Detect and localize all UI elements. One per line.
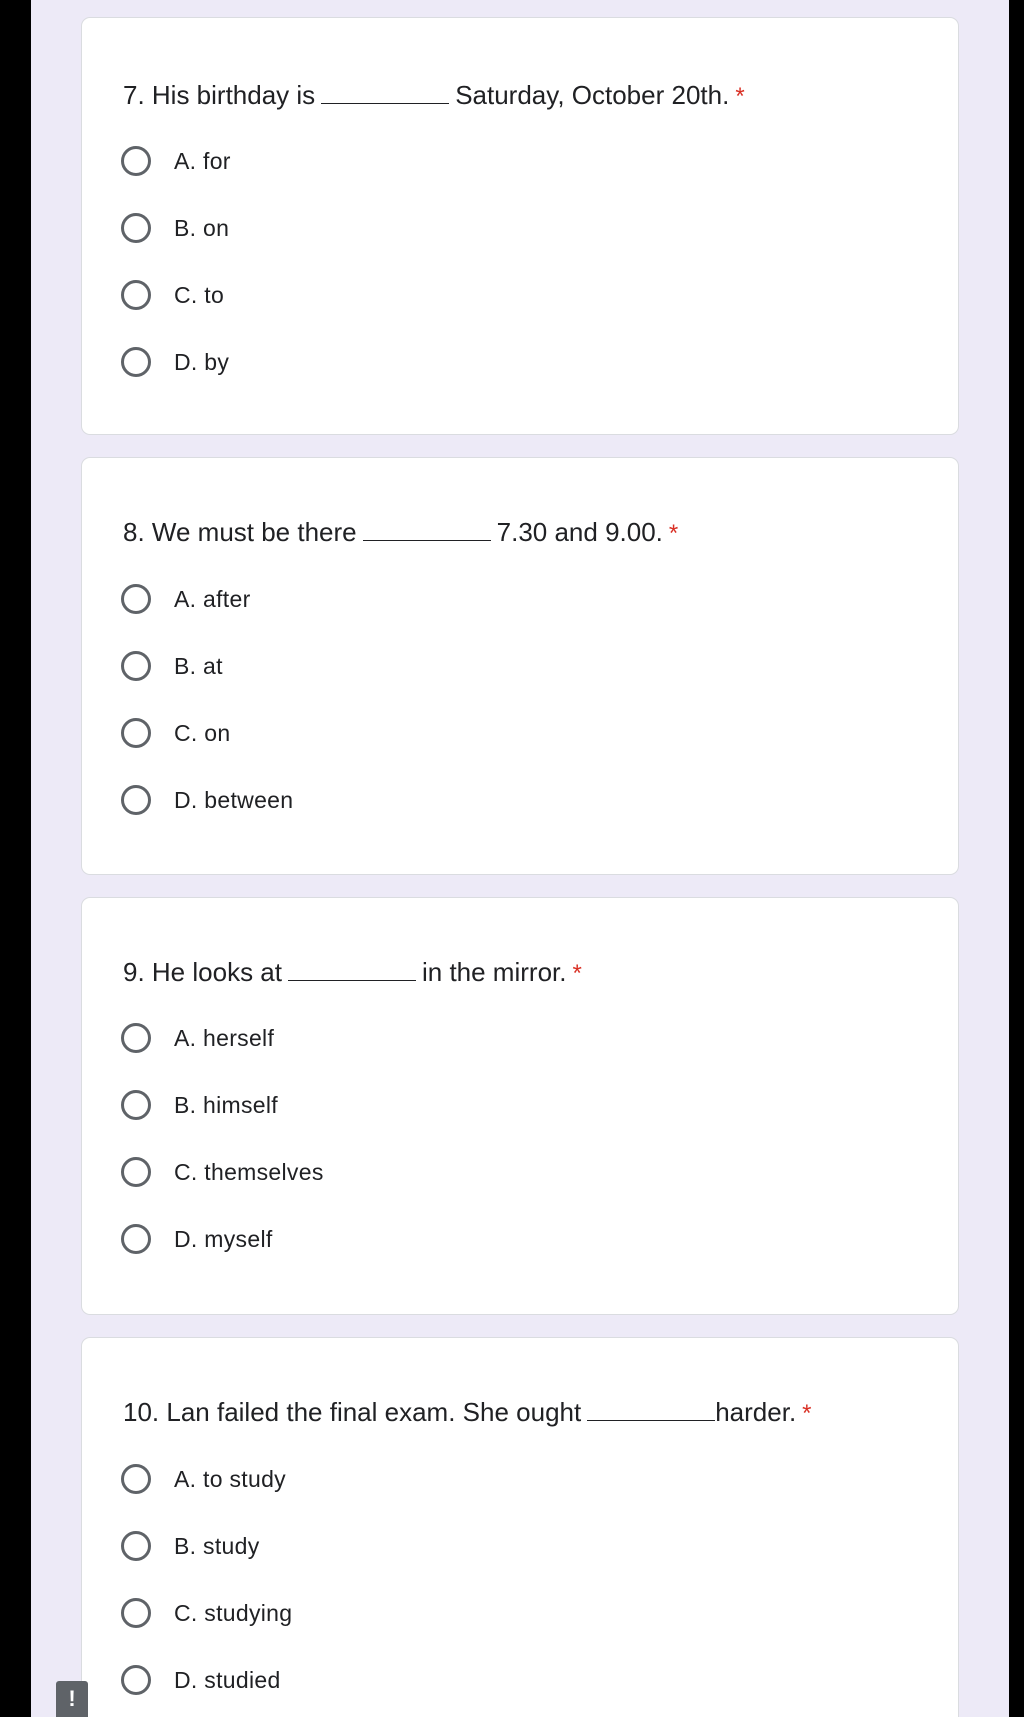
- option-a[interactable]: [121, 1018, 274, 1058]
- radio-button[interactable]: [121, 347, 151, 377]
- question-text-after: in the mirror.: [421, 957, 567, 987]
- option-label: A. herself: [174, 1024, 275, 1051]
- option-label: A. after: [174, 585, 251, 612]
- option-label: C. to: [174, 281, 225, 308]
- question-text-after: 7.30 and 9.00.: [496, 517, 663, 547]
- exclamation-icon: !: [68, 1686, 76, 1711]
- option-label: B. himself: [174, 1091, 278, 1118]
- option-label: D. myself: [174, 1225, 273, 1252]
- option-label: C. on: [174, 719, 231, 746]
- option-c[interactable]: [121, 1593, 292, 1633]
- question-text-before: 8. We must be there: [123, 517, 357, 547]
- option-b[interactable]: [121, 1085, 278, 1125]
- option-c[interactable]: [121, 275, 224, 315]
- radio-button[interactable]: [121, 1224, 151, 1254]
- option-label: C. themselves: [174, 1158, 324, 1185]
- question-card-10: [81, 1337, 959, 1717]
- required-asterisk: *: [572, 960, 582, 987]
- answer-blank: [363, 520, 491, 541]
- radio-button[interactable]: [121, 1598, 151, 1628]
- option-d[interactable]: [121, 1219, 273, 1259]
- option-b[interactable]: [121, 1526, 260, 1566]
- form-page: [31, 0, 1009, 1717]
- option-label: D. studied: [174, 1666, 281, 1693]
- question-card-8: [81, 457, 959, 875]
- required-asterisk: *: [802, 1400, 812, 1427]
- radio-button[interactable]: [121, 651, 151, 681]
- answer-blank: [587, 1400, 715, 1421]
- radio-button[interactable]: [121, 718, 151, 748]
- feedback-button[interactable]: [56, 1681, 88, 1717]
- option-d[interactable]: [121, 342, 229, 382]
- option-label: B. study: [174, 1532, 260, 1559]
- question-text-before: 9. He looks at: [123, 957, 282, 987]
- radio-button[interactable]: [121, 280, 151, 310]
- option-b[interactable]: [121, 646, 223, 686]
- option-c[interactable]: [121, 1152, 324, 1192]
- radio-button[interactable]: [121, 1665, 151, 1695]
- question-card-7: [81, 17, 959, 435]
- option-label: C. studying: [174, 1599, 293, 1626]
- question-text-before: 7. His birthday is: [123, 80, 316, 110]
- option-label: B. on: [174, 214, 230, 241]
- option-c[interactable]: [121, 713, 230, 753]
- radio-button[interactable]: [121, 1531, 151, 1561]
- question-text-after: harder.: [715, 1397, 797, 1427]
- option-d[interactable]: [121, 1660, 281, 1700]
- option-a[interactable]: [121, 1459, 286, 1499]
- radio-button[interactable]: [121, 146, 151, 176]
- question-title: [123, 517, 678, 549]
- option-label: D. by: [174, 348, 230, 375]
- question-card-9: [81, 897, 959, 1315]
- question-title: [123, 1397, 812, 1429]
- radio-button[interactable]: [121, 213, 151, 243]
- answer-blank: [321, 83, 449, 104]
- radio-button[interactable]: [121, 1023, 151, 1053]
- radio-button[interactable]: [121, 1157, 151, 1187]
- question-text-after: Saturday, October 20th.: [455, 80, 730, 110]
- required-asterisk: *: [668, 520, 679, 547]
- option-label: A. for: [174, 147, 231, 174]
- radio-button[interactable]: [121, 785, 151, 815]
- question-title: [123, 80, 745, 112]
- option-label: D. between: [174, 786, 294, 813]
- radio-button[interactable]: [121, 584, 151, 614]
- radio-button[interactable]: [121, 1464, 151, 1494]
- option-label: B. at: [174, 652, 223, 679]
- radio-button[interactable]: [121, 1090, 151, 1120]
- answer-blank: [288, 960, 416, 981]
- required-asterisk: *: [735, 83, 745, 110]
- option-b[interactable]: [121, 208, 229, 248]
- question-title: [123, 957, 582, 989]
- option-a[interactable]: [121, 141, 231, 181]
- option-label: A. to study: [174, 1465, 286, 1492]
- option-a[interactable]: [121, 579, 251, 619]
- question-text-before: 10. Lan failed the final exam. She ought: [123, 1397, 582, 1427]
- option-d[interactable]: [121, 780, 293, 820]
